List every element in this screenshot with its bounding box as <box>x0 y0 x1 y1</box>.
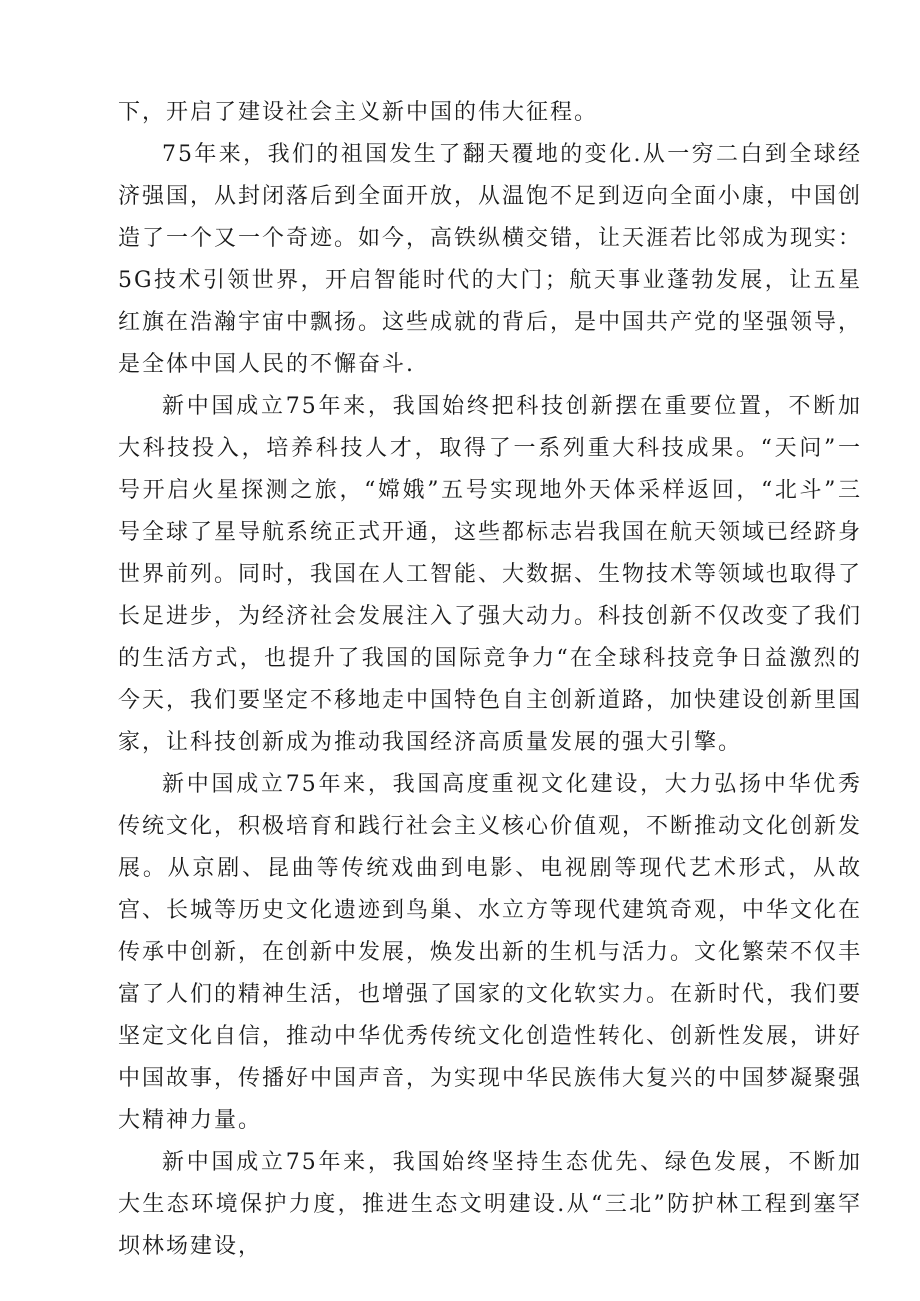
paragraph-1: 下，开启了建设社会主义新中国的伟大征程。 <box>118 100 599 125</box>
paragraph-2: 75年来，我们的祖国发生了翻天覆地的变化.从一穷二白到全球经济强国，从封闭落后到全面开放，从温饱不足到迈向全面小康，中国创造了一个又一个奇迹。如今，高铁纵横交错，让天涯若比邻成为现实：5G技术引领世界，开启智能时代的大门；航天事业蓬勃发展，让五星红旗在浩瀚宇宙中飘扬。这些成就的背后，是中国共产党的坚强领导，是全体中国人民的不懈奋斗. <box>118 142 863 377</box>
paragraph-3: 新中国成立75年来，我国始终把科技创新摆在重要位置，不断加大科技投入，培养科技人才，取得了一系列重大科技成果。“天问”一号开启火星探测之旅，“嫦娥”五号实现地外天体采样返回，“北斗”三号全球了星导航系统正式开通，这些都标志岩我国在航天领域已经跻身世界前列。同时，我国在人工智能、大数据、生物技术等领域也取得了长足进步，为经济社会发展注入了强大动力。科技创新不仅改变了我们的生活方式，也提升了我国的国际竞争力“在全球科技竞争日益激烈的今天，我们要坚定不移地走中国特色自主创新道路，加快建设创新里国家，让科技创新成为推动我国经济高质量发展的强大引擎。 <box>118 394 863 755</box>
paragraph-4: 新中国成立75年来，我国高度重视文化建设，大力弘扬中华优秀传统文化，积极培育和践行社会主义核心价值观，不断推动文化创新发展。从京剧、昆曲等传统戏曲到电影、电视剧等现代艺术形式，从故宫、长城等历史文化遗迹到鸟巢、水立方等现代建筑奇观，中华文化在传承中创新，在创新中发展，焕发出新的生机与活力。文化繁荣不仅丰富了人们的精神生活，也增强了国家的文化软实力。在新时代，我们要坚定文化自信，推动中华优秀传统文化创造性转化、创新性发展，讲好中国故事，传播好中国声音，为实现中华民族伟大复兴的中国梦凝聚强大精神力量。 <box>118 772 863 1133</box>
paragraph-5: 新中国成立75年来，我国始终坚持生态优先、绿色发展，不断加大生态环境保护力度，推进生态文明建设.从“三北”防护林工程到塞罕坝林场建设， <box>118 1150 862 1259</box>
document-body <box>118 92 862 1268</box>
